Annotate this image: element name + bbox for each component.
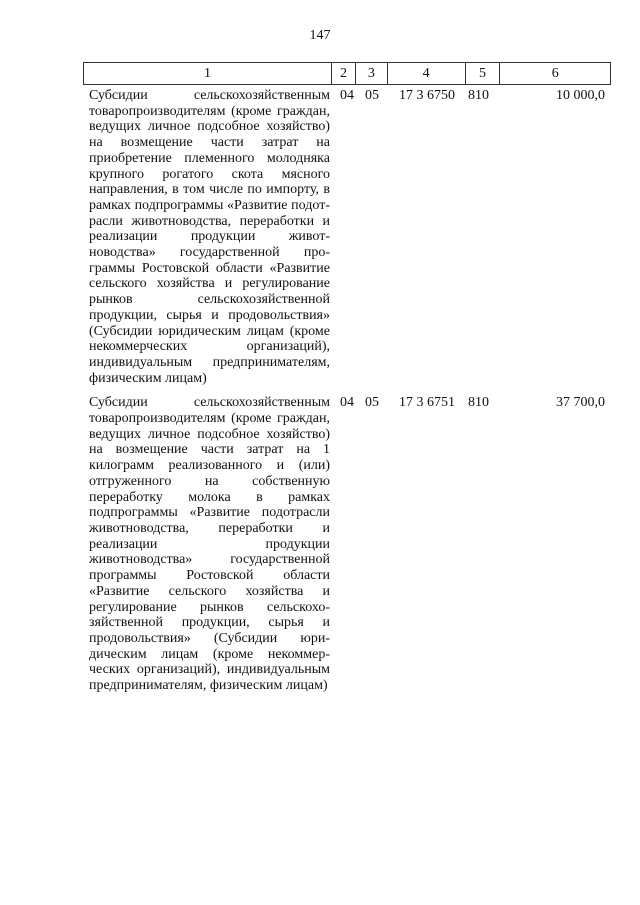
column-header-6: 6: [551, 65, 559, 81]
row-section-code: 04: [340, 395, 354, 411]
column-header-5: 5: [466, 63, 501, 84]
column-header-2: 2: [332, 63, 356, 84]
table-row: [83, 395, 611, 693]
table-body: [83, 88, 611, 703]
row-amount: 10 000,0: [556, 88, 605, 103]
table-row: [83, 88, 611, 386]
row-target-code: 17 3 6750: [399, 88, 455, 103]
row-description: Субсидии сельскохозяйственным товаропроизводителям (кроме граждан, ведущих личное подсобное хозяйство) на возмещение части затрат на 1 килограмм реализованного и (или) отгруженного на собственную переработку молока в рамках подпрограммы «Развитие подотрасли животноводства, переработки и реализации продукции животноводства» государственной программы Ростовской области «Развитие сельского хозяйства и регулирование рынков сельскохозяйственной продукции, сырья и продовольствия» (Субсидии юридическим лицам (кроме некоммерческих организаций), индивидуальным предпринимателям, физическим лицам): [89, 395, 330, 694]
column-header-3: 3: [356, 63, 388, 84]
table-header: [83, 62, 611, 85]
row-description: Субсидии сельскохозяйственным товаропроизводителям (кроме граждан, ведущих личное подсобное хозяйство) на возмещение части затрат на приобретение племенного молодняка крупного рогатого скота мясного направления, в том числе по импорту, в рамках подпрограммы «Развитие подотрасли животноводства, переработки и реализации продукции животноводства» государственной программы Ростовской области «Развитие сельского хозяйства и регулирование рынков сельскохозяйственной продукции, сырья и продовольствия» (Субсидии юридическим лицам (кроме некоммерческих организаций), индивидуальным предпринимателям, физическим лицам): [89, 88, 330, 386]
column-header-1: 1: [84, 63, 332, 84]
row-section-code: 04: [340, 88, 354, 103]
row-expense-type-code: 810: [468, 395, 489, 411]
row-expense-type-code: 810: [468, 88, 489, 103]
row-target-code: 17 3 6751: [399, 395, 455, 411]
row-amount: 37 700,0: [556, 395, 605, 411]
row-subsection-code: 05: [365, 395, 379, 411]
column-header-4: 4: [388, 63, 466, 84]
row-subsection-code: 05: [365, 88, 379, 103]
page-number: 147: [309, 28, 331, 43]
